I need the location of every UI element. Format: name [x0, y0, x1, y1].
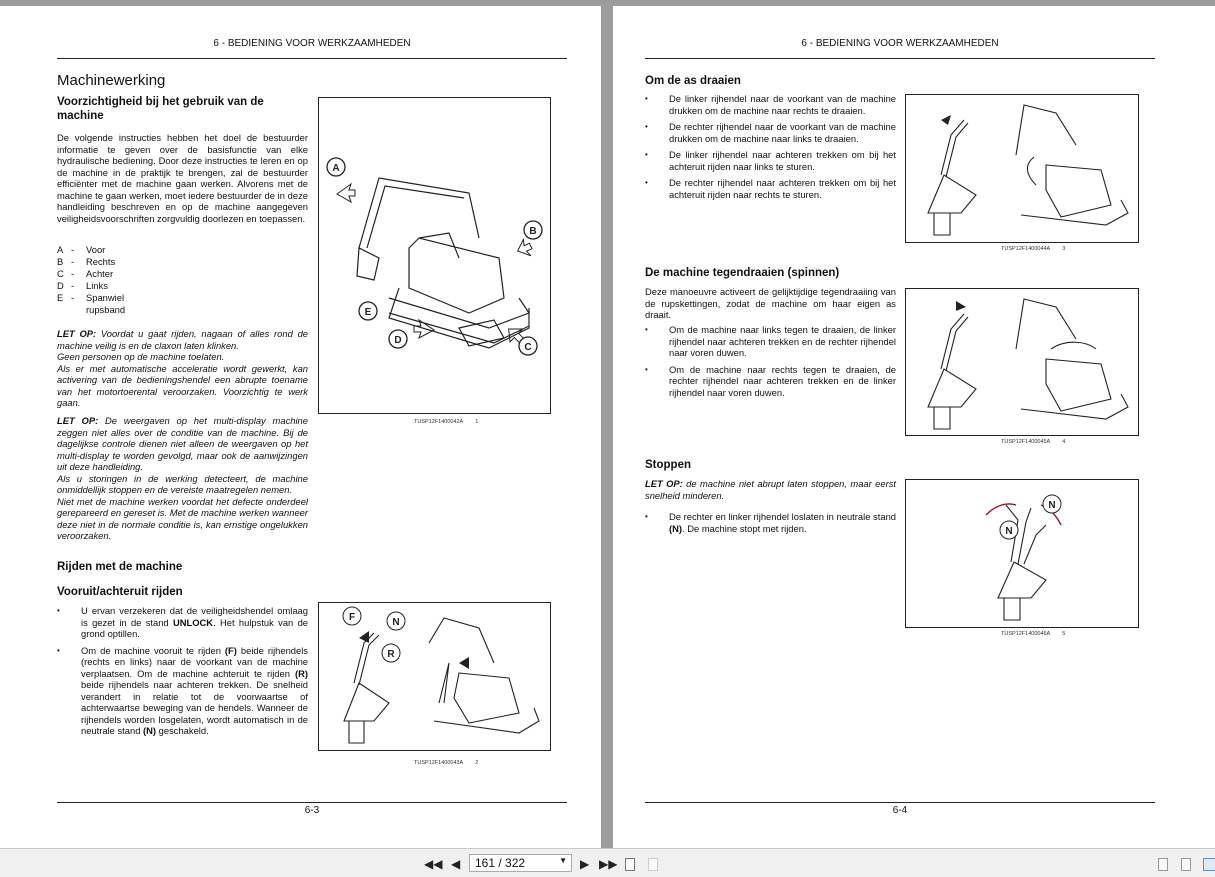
single-page-view-icon[interactable] [1158, 858, 1168, 871]
legend-label: Voor [86, 244, 106, 255]
note-label: LET OP: [57, 415, 99, 426]
section-heading: Rijden met de machine [57, 561, 183, 573]
header-rule [57, 58, 567, 59]
page-number-input[interactable]: 161 / 322 ▼ [469, 854, 572, 872]
callout-label: F [348, 612, 356, 623]
callout-label: A [332, 163, 340, 174]
callout-label: N [392, 617, 400, 628]
stop-lever-illustration [906, 480, 1138, 627]
figure-counter-rotation [905, 288, 1139, 436]
list-item: • U ervan verzekeren dat de veiligheidshendel omlaag is gezet in de stand UNLOCK. Het hulpstuk van de grond optillen. [57, 605, 308, 640]
callout-label: B [529, 226, 537, 237]
next-page-icon[interactable]: ▶ [580, 857, 590, 871]
list-item: • De rechter rijhendel naar achteren trekken om bij het achteruit rijden naar rechts te sturen. [645, 177, 896, 200]
intro-paragraph: De volgende instructies hebben het doel de bestuurder informatie te geven over de basisfunctie van elke hydraulische bediening. Door deze instructies te leren en op de machine in de praktijk te brengen, zal de bestuurder efficiënter met de machine gaan werken. Alvorens met de machine te gaan werken, moet iedere bestuurder de in deze handleiding beschreven en op de machine aangegeven veiligheidsvoorschriften zorgvuldig doorlezen en toepassen. [57, 132, 308, 224]
pdf-toolbar [0, 848, 1215, 877]
figure-pivot-turn [905, 94, 1139, 243]
page-number: 6-4 [892, 805, 908, 816]
last-page-icon[interactable]: ▶▶ [599, 857, 618, 871]
pdf-page-left [0, 6, 601, 848]
section-heading: Stoppen [645, 459, 691, 471]
page-header: 6 - BEDIENING VOOR WERKZAAMHEDEN [213, 38, 411, 49]
callout-label: C [524, 342, 532, 353]
first-page-icon[interactable]: ◀◀ [424, 857, 443, 871]
legend-label: Rechts [86, 256, 116, 267]
continuous-view-icon[interactable] [1181, 858, 1191, 871]
figure-stopping [905, 479, 1139, 628]
section-heading: Voorzichtigheid bij het gebruik van de machine [57, 96, 264, 122]
section-heading: De machine tegendraaien (spinnen) [645, 267, 840, 279]
paragraph: Deze manoeuvre activeert de gelijktijdige tegendraaiing van de rupskettingen, zodat de machine om haar eigen as draait. [645, 286, 896, 320]
header-rule [645, 58, 1155, 59]
bullet-list [57, 605, 308, 742]
callout-label: R [387, 649, 395, 660]
legend-key: D [57, 280, 64, 291]
list-item: • De linker rijhendel naar achteren trekken om bij het achteruit rijden naar links te sturen. [645, 149, 896, 172]
counter-rotation-illustration [906, 289, 1138, 435]
legend-key: B [57, 256, 64, 267]
caution-note-2: LET OP: De weergaven op het multi-display machine zeggen niet alles over de conditie van de machine. Bij de dagelijkse controle dienen niet alleen de weergaven op het multi-display te worden gevolgd, maar ook de aanwijzingen uit deze handleiding. Als u storingen in de werking detecteert, de machine onmiddellijk stoppen en de vereiste maatregelen nemen. Niet met de machine werken voordat het defecte onderdeel gerepareerd en gereset is. Met de machine werken wanneer deze niet in de normale conditie is, kan ernstige ongelukken veroorzaken. [57, 415, 308, 541]
excavator-illustration [319, 98, 550, 413]
figure-legend: A - Voor B - Rechts C - Achter D - Links E - Spanwiel rupsband [57, 244, 134, 316]
figure-travel-forward-backward [318, 602, 551, 751]
previous-page-icon[interactable]: ◀ [451, 857, 461, 871]
section-heading: Om de as draaien [645, 75, 741, 87]
section-heading: Vooruit/achteruit rijden [57, 586, 183, 598]
figure-caption: TUSP12F1400043A 2 [414, 760, 479, 766]
copy-page-icon[interactable] [625, 858, 635, 871]
bullet-list [645, 93, 896, 205]
legend-label: Spanwiel rupsband [86, 292, 126, 315]
caution-note: LET OP: de machine niet abrupt laten stoppen, maar eerst snelheid minderen. [645, 478, 896, 501]
page-header: 6 - BEDIENING VOOR WERKZAAMHEDEN [801, 38, 999, 49]
caution-note-1: LET OP: Voordat u gaat rijden, nagaan of alles rond de machine veilig is en de claxon laten klinken. Geen personen op de machine toelaten. Als er met automatische acceleratie wordt gewerkt, kan activering van de bedieningshendel een abrupte toename van het motortoerental veroorzaken. Voorzichtig te werk gaan. [57, 328, 309, 408]
bullet-list [645, 511, 896, 539]
paste-page-icon[interactable] [648, 858, 658, 871]
pivot-turn-illustration [906, 95, 1138, 242]
list-item: • De linker rijhendel naar de voorkant van de machine drukken om de machine naar rechts te draaien. [645, 93, 896, 116]
legend-key: E [57, 292, 64, 303]
callout-label: N [1005, 526, 1013, 537]
pdf-page-right [613, 6, 1215, 848]
chevron-down-icon[interactable]: ▼ [559, 856, 567, 865]
page-title: Machinewerking [57, 72, 166, 89]
figure-caption: TUSP12F1400046A 5 [1001, 631, 1066, 637]
footer-rule [57, 802, 567, 803]
note-label: LET OP: [57, 328, 97, 339]
page-number: 6-3 [304, 805, 320, 816]
list-item: • De rechter en linker rijhendel loslaten in neutrale stand (N). De machine stopt met rijden. [645, 511, 896, 534]
legend-label: Links [86, 280, 108, 291]
callout-label: E [364, 307, 372, 318]
two-page-view-icon[interactable] [1203, 858, 1215, 871]
list-item: • Om de machine naar links tegen te draaien, de linker rijhendel naar achteren trekken en de rechter rijhendel naar voren duwen. [645, 324, 896, 359]
footer-rule [645, 802, 1155, 803]
callout-label: N [1048, 500, 1056, 511]
list-item: • De rechter rijhendel naar de voorkant van de machine drukken om de machine naar links te draaien. [645, 121, 896, 144]
figure-caption: TUSP12F1400044A 3 [1001, 246, 1066, 252]
figure-caption: TUSP12F1400045A 4 [1001, 439, 1066, 445]
travel-lever-illustration [319, 603, 550, 750]
bullet-list [645, 324, 896, 403]
figure-excavator-directions [318, 97, 551, 414]
callout-label: D [394, 335, 402, 346]
legend-label: Achter [86, 268, 114, 279]
list-item: • Om de machine naar rechts tegen te draaien, de rechter rijhendel naar achteren trekken en de linker rijhendel naar voren duwen. [645, 364, 896, 399]
legend-key: C [57, 268, 64, 279]
figure-caption: TUSP12F1400042A 1 [414, 419, 479, 425]
legend-key: A [57, 244, 64, 255]
list-item: • Om de machine vooruit te rijden (F) beide rijhendels (rechts en links) naar de voorkant van de machine verplaatsen. Om de machine achteruit te rijden (R) beide rijhendels naar achteren trekken. De snelheid verandert in relatie tot de voorwaartse of achterwaartse beweging van de hendels. Wanneer de rijhendels worden losgelaten, wordt automatisch in de neutrale stand (N) geschakeld. [57, 645, 308, 737]
